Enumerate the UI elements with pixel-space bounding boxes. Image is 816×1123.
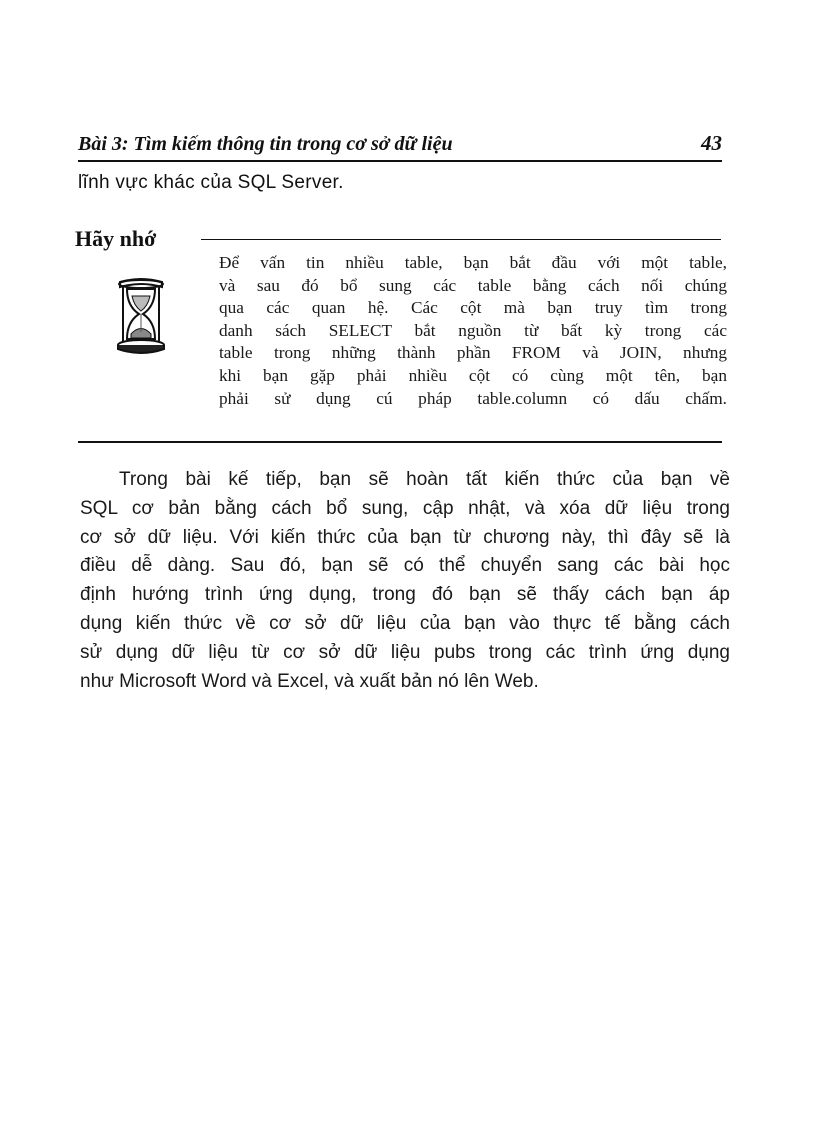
note-line: và sau đó bổ sung các table bằng cách nối chúng [219, 275, 727, 295]
paragraph-line: dụng kiến thức về cơ sở dữ liệu của bạn vào thực tế bằng cách [80, 612, 730, 634]
paragraph-line: Trong bài kế tiếp, bạn sẽ hoàn tất kiến thức của bạn về [119, 469, 730, 490]
note-top-rule [201, 239, 721, 240]
paragraph-line: định hướng trình ứng dụng, trong đó bạn sẽ thấy cách bạn áp [80, 584, 730, 606]
paragraph-line: điều dễ dàng. Sau đó, bạn sẽ có thể chuyển sang các bài học [80, 555, 730, 577]
paragraph-line: cơ sở dữ liệu. Với kiến thức của bạn từ chương này, thì đây sẽ là [80, 526, 730, 548]
page-number: 43 [701, 131, 722, 155]
running-header [78, 130, 722, 162]
hourglass-icon [110, 276, 172, 356]
paragraph-line: SQL cơ bản bằng cách bổ sung, cập nhật, và xóa dữ liệu trong [80, 497, 730, 519]
note-line: danh sách SELECT bắt nguồn từ bất kỳ trong các [219, 320, 727, 340]
note-heading: Hãy nhớ [75, 226, 157, 251]
continuation-text: lĩnh vực khác của SQL Server. [78, 172, 344, 193]
note-bottom-rule [78, 441, 722, 443]
note-line: khi bạn gặp phải nhiều cột có cùng một tên, bạn [219, 365, 727, 385]
note-line: table trong những thành phần FROM và JOIN, nhưng [219, 343, 727, 363]
note-line: qua các quan hệ. Các cột mà bạn truy tìm trong [219, 298, 727, 318]
note-line: phải sử dụng cú pháp table.column có dấu chấm. [219, 388, 727, 408]
paragraph-line: sử dụng dữ liệu từ cơ sở dữ liệu pubs trong các trình ứng dụng [80, 641, 730, 663]
paragraph-line: như Microsoft Word và Excel, và xuất bản nó lên Web. [80, 670, 539, 692]
chapter-title: Bài 3: Tìm kiếm thông tin trong cơ sở dữ liệu [78, 133, 453, 155]
note-line: Để vấn tin nhiều table, bạn bắt đầu với một table, [219, 253, 727, 272]
note-text [219, 252, 727, 410]
body-paragraph [80, 466, 730, 696]
